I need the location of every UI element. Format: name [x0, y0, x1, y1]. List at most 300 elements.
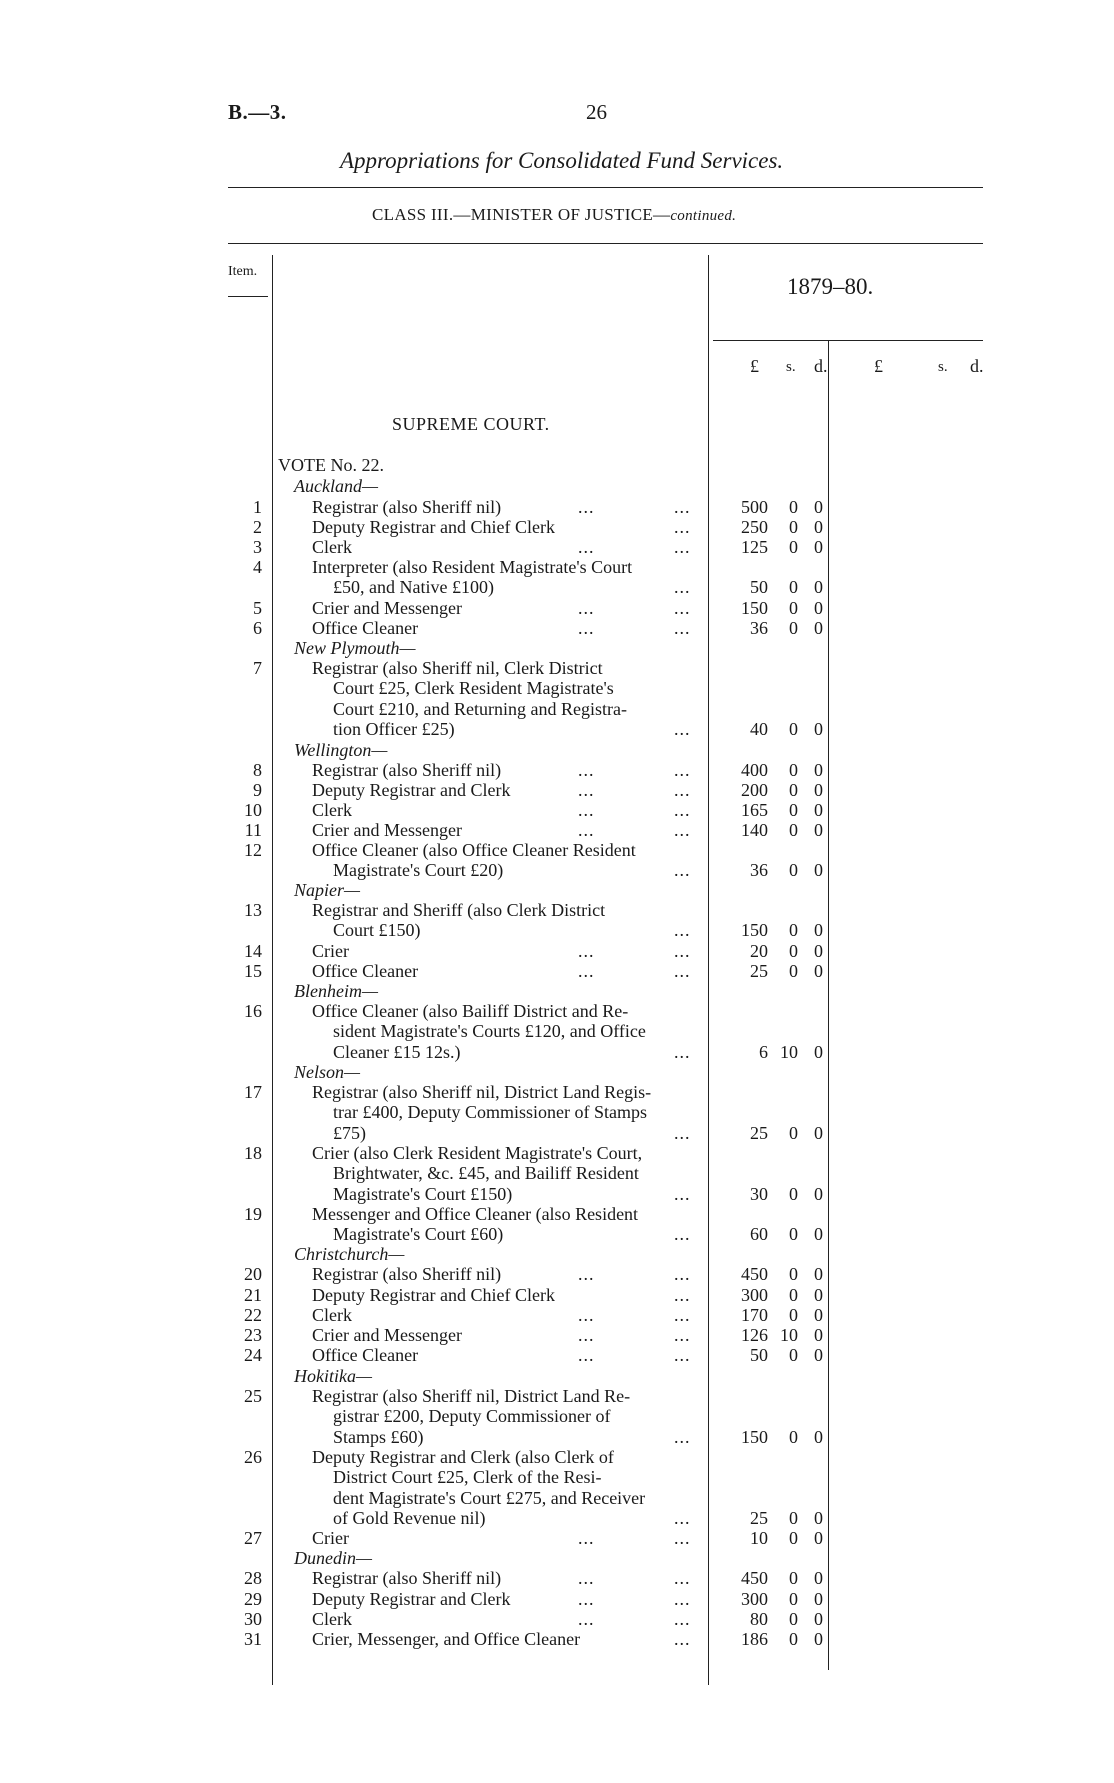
leader-dots: ... [674, 618, 691, 638]
item-description: Court £210, and Returning and Registra- [333, 698, 627, 719]
location-label: Nelson— [294, 1062, 361, 1082]
item-number: 6 [253, 618, 262, 638]
item-description: Crier and Messenger [312, 598, 462, 618]
table-row [0, 1447, 1114, 1467]
amount-pounds: 10 [750, 1528, 768, 1548]
amount-pounds: 200 [741, 780, 768, 800]
amount-pence: 0 [814, 1345, 823, 1365]
leader-dots: ... [674, 1264, 691, 1284]
amount-shillings: 0 [789, 497, 798, 517]
class-heading-text: CLASS III.—MINISTER OF JUSTICE— [372, 205, 671, 224]
amount-pence: 0 [814, 1264, 823, 1284]
table-row [0, 537, 1114, 557]
leader-dots: ... [578, 1528, 595, 1548]
location-heading [0, 981, 1114, 1001]
amount-pence: 0 [814, 1183, 823, 1204]
amount-pounds: 450 [741, 1264, 768, 1284]
leader-dots: ... [674, 1224, 691, 1245]
amount-shillings: 0 [789, 820, 798, 840]
amount-pence: 0 [814, 1589, 823, 1609]
item-number: 9 [253, 780, 262, 800]
leader-dots: ... [578, 1345, 595, 1365]
item-number: 29 [244, 1589, 262, 1609]
table-row [0, 719, 1114, 739]
amount-shillings: 0 [789, 1426, 798, 1447]
item-description: Registrar and Sheriff (also Clerk District [312, 900, 606, 920]
leader-dots: ... [674, 961, 691, 981]
amount-pounds: 165 [741, 800, 768, 820]
table-row [0, 1609, 1114, 1629]
leader-dots: ... [578, 800, 595, 820]
item-description: tion Officer £25) [333, 718, 455, 739]
location-heading [0, 1062, 1114, 1082]
amount-pence: 0 [814, 577, 823, 598]
item-number: 12 [244, 840, 262, 860]
amount-pounds: 50 [750, 1345, 768, 1365]
amount-pounds: 50 [750, 577, 768, 598]
item-description: Clerk [312, 1305, 352, 1325]
leader-dots: ... [674, 1507, 691, 1528]
table-row [0, 1001, 1114, 1021]
item-description: Registrar (also Sheriff nil, District Land Re- [312, 1386, 631, 1406]
leader-dots: ... [674, 1285, 691, 1305]
leader-dots: ... [674, 1325, 691, 1345]
item-number: 3 [253, 537, 262, 557]
table-row [0, 780, 1114, 800]
leader-dots: ... [674, 920, 691, 941]
leader-dots: ... [578, 497, 595, 517]
location-label: Dunedin— [294, 1548, 372, 1568]
location-label: Blenheim— [294, 981, 378, 1001]
item-description: Cleaner £15 12s.) [333, 1041, 461, 1062]
amount-pounds: 250 [741, 517, 768, 537]
item-number: 28 [244, 1568, 262, 1588]
amount-shillings: 0 [789, 1224, 798, 1245]
item-description: Clerk [312, 537, 352, 557]
amount-pence: 0 [814, 1629, 823, 1649]
amount-pence: 0 [814, 1285, 823, 1305]
item-description: dent Magistrate's Court £275, and Receiver [333, 1487, 646, 1508]
pound-header-2: £ [874, 356, 883, 376]
amount-shillings: 10 [780, 1041, 798, 1062]
amount-pounds: 300 [741, 1285, 768, 1305]
table-row [0, 1102, 1114, 1122]
amount-shillings: 0 [789, 1589, 798, 1609]
amount-shillings: 0 [789, 1305, 798, 1325]
money-header-rule [713, 340, 983, 341]
amount-shillings: 0 [789, 941, 798, 961]
class-heading-continued: continued. [670, 208, 737, 224]
amount-shillings: 0 [789, 920, 798, 941]
item-number: 25 [244, 1386, 262, 1406]
pence-header-2: d. [970, 356, 984, 376]
table-row [0, 1204, 1114, 1224]
item-number: 8 [253, 760, 262, 780]
amount-pounds: 500 [741, 497, 768, 517]
amount-pence: 0 [814, 820, 823, 840]
table-row [0, 557, 1114, 577]
table-row [0, 497, 1114, 517]
document-reference: B.—3. [228, 100, 287, 124]
table-row [0, 658, 1114, 678]
location-heading [0, 1548, 1114, 1568]
amount-pence: 0 [814, 1426, 823, 1447]
item-description: £50, and Native £100) [333, 577, 494, 598]
item-number: 23 [244, 1325, 262, 1345]
amount-pounds: 126 [741, 1325, 768, 1345]
location-label: New Plymouth— [294, 638, 416, 658]
amount-shillings: 10 [780, 1325, 798, 1345]
item-description: Crier and Messenger [312, 820, 462, 840]
item-description: Interpreter (also Resident Magistrate's Court [312, 557, 633, 577]
location-heading [0, 1366, 1114, 1386]
amount-shillings: 0 [789, 860, 798, 881]
pound-header-1: £ [750, 356, 759, 376]
item-description: of Gold Revenue nil) [333, 1507, 486, 1528]
leader-dots: ... [674, 497, 691, 517]
table-row [0, 1224, 1114, 1244]
table-row [0, 1568, 1114, 1588]
leader-dots: ... [674, 820, 691, 840]
table-row [0, 699, 1114, 719]
pence-header-1: d. [814, 356, 828, 376]
leader-dots: ... [578, 1589, 595, 1609]
page-title: Appropriations for Consolidated Fund Services. [340, 148, 784, 173]
amount-pounds: 80 [750, 1609, 768, 1629]
amount-shillings: 0 [789, 1609, 798, 1629]
leader-dots: ... [674, 941, 691, 961]
table-row [0, 820, 1114, 840]
location-label: Napier— [294, 880, 361, 900]
amount-pence: 0 [814, 497, 823, 517]
table-row [0, 1325, 1114, 1345]
amount-pounds: 450 [741, 1568, 768, 1588]
item-number: 7 [253, 658, 262, 678]
item-description: District Court £25, Clerk of the Resi- [333, 1467, 602, 1488]
item-number: 22 [244, 1305, 262, 1325]
amount-pounds: 140 [741, 820, 768, 840]
item-description: Crier, Messenger, and Office Cleaner [312, 1629, 581, 1649]
amount-pence: 0 [814, 1507, 823, 1528]
item-description: Registrar (also Sheriff nil) [312, 1264, 502, 1284]
amount-pounds: 20 [750, 941, 768, 961]
leader-dots: ... [578, 941, 595, 961]
item-description: Registrar (also Sheriff nil) [312, 1568, 502, 1588]
item-number: 5 [253, 598, 262, 618]
table-row [0, 1163, 1114, 1183]
amount-shillings: 0 [789, 598, 798, 618]
amount-shillings: 0 [789, 961, 798, 981]
amount-pence: 0 [814, 961, 823, 981]
table-row [0, 840, 1114, 860]
class-heading [372, 205, 736, 225]
amount-shillings: 0 [789, 1122, 798, 1143]
leader-dots: ... [674, 860, 691, 881]
table-row [0, 1528, 1114, 1548]
section-title: SUPREME COURT. [392, 414, 550, 434]
item-number: 17 [244, 1082, 262, 1102]
table-row [0, 760, 1114, 780]
table-row [0, 900, 1114, 920]
table-row [0, 1143, 1114, 1163]
table-row [0, 920, 1114, 940]
item-number: 24 [244, 1345, 262, 1365]
amount-shillings: 0 [789, 1345, 798, 1365]
amount-shillings: 0 [789, 800, 798, 820]
amount-pence: 0 [814, 760, 823, 780]
item-number: 27 [244, 1528, 262, 1548]
item-description: Office Cleaner [312, 961, 419, 981]
amount-pounds: 25 [750, 961, 768, 981]
leader-dots: ... [578, 1568, 595, 1588]
amount-pounds: 300 [741, 1589, 768, 1609]
location-heading [0, 1244, 1114, 1264]
amount-pence: 0 [814, 800, 823, 820]
amount-pence: 0 [814, 860, 823, 881]
table-row [0, 1386, 1114, 1406]
amount-pence: 0 [814, 598, 823, 618]
table-row [0, 678, 1114, 698]
item-number: 16 [244, 1001, 262, 1021]
table-row [0, 860, 1114, 880]
leader-dots: ... [578, 1305, 595, 1325]
item-description: Clerk [312, 800, 352, 820]
item-number: 10 [244, 800, 262, 820]
amount-shillings: 0 [789, 1285, 798, 1305]
table-row [0, 800, 1114, 820]
item-description: sident Magistrate's Courts £120, and Office [333, 1021, 646, 1042]
amount-pounds: 30 [750, 1183, 768, 1204]
item-description: Registrar (also Sheriff nil, Clerk District [312, 658, 603, 678]
item-description: Clerk [312, 1609, 352, 1629]
item-number: 14 [244, 941, 262, 961]
amount-pence: 0 [814, 1305, 823, 1325]
item-description: Crier [312, 1528, 349, 1548]
location-heading [0, 476, 1114, 496]
amount-shillings: 0 [789, 1183, 798, 1204]
location-heading [0, 740, 1114, 760]
item-number: 31 [244, 1629, 262, 1649]
item-number: 20 [244, 1264, 262, 1284]
item-description: Court £150) [333, 920, 421, 941]
table-row [0, 577, 1114, 597]
table-row [0, 1285, 1114, 1305]
shilling-header-2: s. [938, 359, 948, 375]
amount-pounds: 25 [750, 1507, 768, 1528]
item-number: 13 [244, 900, 262, 920]
leader-dots: ... [674, 1183, 691, 1204]
leader-dots: ... [674, 537, 691, 557]
leader-dots: ... [578, 1264, 595, 1284]
item-description: gistrar £200, Deputy Commissioner of [333, 1406, 611, 1427]
amount-shillings: 0 [789, 1629, 798, 1649]
item-description: Office Cleaner [312, 618, 419, 638]
leader-dots: ... [578, 820, 595, 840]
leader-dots: ... [578, 961, 595, 981]
item-column-header: Item. [228, 264, 258, 279]
leader-dots: ... [674, 1609, 691, 1629]
amount-shillings: 0 [789, 517, 798, 537]
amount-pence: 0 [814, 780, 823, 800]
item-description: Crier [312, 941, 349, 961]
table-row [0, 517, 1114, 537]
rule-table-top [228, 243, 983, 244]
amount-pence: 0 [814, 537, 823, 557]
item-description: Office Cleaner (also Bailiff District and Re- [312, 1001, 629, 1021]
item-description: Deputy Registrar and Chief Clerk [312, 517, 555, 537]
shilling-header-1: s. [786, 359, 796, 375]
table-row [0, 1123, 1114, 1143]
item-description: Stamps £60) [333, 1426, 424, 1447]
table-row [0, 1021, 1114, 1041]
leader-dots: ... [674, 1629, 691, 1649]
leader-dots: ... [674, 598, 691, 618]
item-number: 1 [253, 497, 262, 517]
leader-dots: ... [674, 1041, 691, 1062]
leader-dots: ... [674, 1528, 691, 1548]
location-heading [0, 638, 1114, 658]
amount-pence: 0 [814, 1224, 823, 1245]
table-row [0, 1508, 1114, 1528]
location-label: Christchurch— [294, 1244, 405, 1264]
leader-dots: ... [674, 1305, 691, 1325]
location-label: Hokitika— [294, 1366, 372, 1386]
amount-shillings: 0 [789, 618, 798, 638]
item-description: Registrar (also Sheriff nil, District Land Regis- [312, 1082, 652, 1102]
item-description: £75) [333, 1122, 366, 1143]
item-description: Brightwater, &c. £45, and Bailiff Resident [333, 1163, 639, 1184]
table-row [0, 1406, 1114, 1426]
rule-top [228, 187, 983, 188]
amount-pounds: 60 [750, 1224, 768, 1245]
leader-dots: ... [674, 1568, 691, 1588]
amount-pounds: 170 [741, 1305, 768, 1325]
item-description: Deputy Registrar and Clerk (also Clerk of [312, 1447, 614, 1467]
leader-dots: ... [674, 577, 691, 598]
amount-pence: 0 [814, 718, 823, 739]
leader-dots: ... [674, 1589, 691, 1609]
item-description: Messenger and Office Cleaner (also Resident [312, 1204, 639, 1224]
amount-pounds: 186 [741, 1629, 768, 1649]
leader-dots: ... [578, 760, 595, 780]
amount-shillings: 0 [789, 537, 798, 557]
amount-pence: 0 [814, 517, 823, 537]
leader-dots: ... [674, 760, 691, 780]
table-row [0, 1467, 1114, 1487]
item-description: Registrar (also Sheriff nil) [312, 497, 502, 517]
item-description: Deputy Registrar and Chief Clerk [312, 1285, 555, 1305]
leader-dots: ... [578, 537, 595, 557]
amount-pounds: 150 [741, 1426, 768, 1447]
table-row [0, 1042, 1114, 1062]
item-number: 2 [253, 517, 262, 537]
leader-dots: ... [674, 1426, 691, 1447]
amount-pounds: 25 [750, 1122, 768, 1143]
leader-dots: ... [674, 718, 691, 739]
amount-shillings: 0 [789, 1568, 798, 1588]
item-description: Deputy Registrar and Clerk [312, 1589, 511, 1609]
location-label: Wellington— [294, 740, 388, 760]
leader-dots: ... [578, 1609, 595, 1629]
leader-dots: ... [578, 1325, 595, 1345]
leader-dots: ... [674, 800, 691, 820]
page-number: 26 [586, 100, 607, 124]
table-row [0, 1488, 1114, 1508]
amount-pounds: 6 [759, 1041, 768, 1062]
amount-pence: 0 [814, 1325, 823, 1345]
amount-pence: 0 [814, 1568, 823, 1588]
leader-dots: ... [578, 598, 595, 618]
leader-dots: ... [674, 517, 691, 537]
amount-pounds: 36 [750, 860, 768, 881]
item-number: 30 [244, 1609, 262, 1629]
amount-pence: 0 [814, 1528, 823, 1548]
table-row [0, 598, 1114, 618]
table-row [0, 618, 1114, 638]
vote-label: VOTE No. 22. [278, 455, 384, 475]
amount-pounds: 125 [741, 537, 768, 557]
amount-shillings: 0 [789, 577, 798, 598]
location-heading [0, 880, 1114, 900]
item-description: Office Cleaner (also Office Cleaner Resident [312, 840, 636, 860]
amount-shillings: 0 [789, 1264, 798, 1284]
amount-pounds: 400 [741, 760, 768, 780]
amount-shillings: 0 [789, 718, 798, 739]
item-description: Magistrate's Court £60) [333, 1224, 504, 1245]
amount-shillings: 0 [789, 1528, 798, 1548]
item-header-rule [228, 296, 268, 297]
item-number: 15 [244, 961, 262, 981]
item-description: Crier and Messenger [312, 1325, 462, 1345]
item-description: Court £25, Clerk Resident Magistrate's [333, 678, 614, 699]
table-row [0, 941, 1114, 961]
amount-shillings: 0 [789, 1507, 798, 1528]
amount-shillings: 0 [789, 780, 798, 800]
table-row [0, 961, 1114, 981]
item-description: Office Cleaner [312, 1345, 419, 1365]
item-number: 4 [253, 557, 262, 577]
amount-pounds: 150 [741, 920, 768, 941]
item-description: Deputy Registrar and Clerk [312, 780, 511, 800]
table-row [0, 1264, 1114, 1284]
amount-pounds: 150 [741, 598, 768, 618]
table-row [0, 1589, 1114, 1609]
leader-dots: ... [578, 618, 595, 638]
table-row [0, 1427, 1114, 1447]
item-number: 19 [244, 1204, 262, 1224]
table-row [0, 1305, 1114, 1325]
table-row [0, 1345, 1114, 1365]
amount-pence: 0 [814, 1609, 823, 1629]
item-description: Registrar (also Sheriff nil) [312, 760, 502, 780]
amount-pence: 0 [814, 941, 823, 961]
leader-dots: ... [674, 1345, 691, 1365]
leader-dots: ... [674, 780, 691, 800]
location-label: Auckland— [294, 476, 378, 496]
amount-pence: 0 [814, 618, 823, 638]
amount-pence: 0 [814, 920, 823, 941]
amount-pounds: 36 [750, 618, 768, 638]
amount-pence: 0 [814, 1041, 823, 1062]
item-description: Magistrate's Court £20) [333, 860, 504, 881]
leader-dots: ... [674, 1122, 691, 1143]
table-row [0, 1184, 1114, 1204]
item-description: trar £400, Deputy Commissioner of Stamps [333, 1102, 647, 1123]
item-description: Crier (also Clerk Resident Magistrate's Court, [312, 1143, 643, 1163]
amount-shillings: 0 [789, 760, 798, 780]
year-header: 1879–80. [787, 274, 874, 299]
table-row [0, 1629, 1114, 1649]
